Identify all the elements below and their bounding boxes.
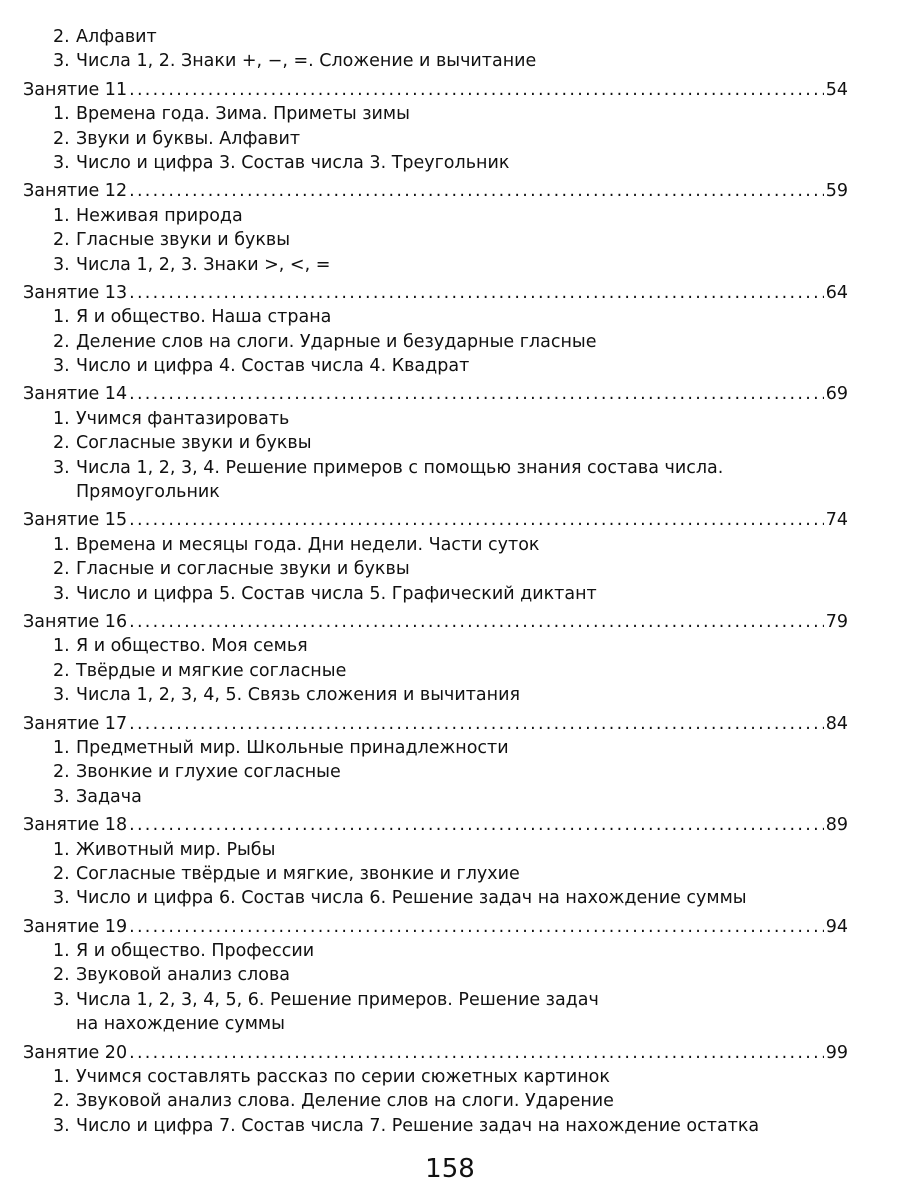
item-number: 1. bbox=[53, 408, 70, 429]
item-number: 3. bbox=[53, 254, 70, 275]
item-number: 1. bbox=[53, 1067, 70, 1088]
list-item bbox=[23, 407, 848, 431]
list-item bbox=[23, 49, 848, 73]
dot-leader bbox=[129, 1041, 824, 1065]
item-text: Звуки и буквы. Алфавит bbox=[76, 128, 301, 149]
item-number: 2. bbox=[53, 762, 70, 783]
list-item bbox=[23, 431, 848, 455]
item-number: 2. bbox=[53, 660, 70, 681]
item-text: Твёрдые и мягкие согласные bbox=[76, 660, 347, 681]
item-number: 2. bbox=[53, 965, 70, 986]
item-text: Звонкие и глухие согласные bbox=[76, 762, 341, 783]
list-item bbox=[23, 557, 848, 581]
list-item bbox=[23, 785, 848, 809]
dot-leader bbox=[129, 813, 824, 837]
list-item bbox=[23, 228, 848, 252]
list-item bbox=[23, 533, 848, 557]
item-number: 2. bbox=[53, 331, 70, 352]
lesson-page-number: 69 bbox=[825, 384, 848, 405]
lesson-page-number: 94 bbox=[825, 916, 848, 937]
lesson-page-number: 79 bbox=[825, 611, 848, 632]
list-item bbox=[23, 939, 848, 963]
list-item bbox=[23, 886, 848, 910]
list-item bbox=[23, 102, 848, 126]
dot-leader bbox=[129, 508, 824, 532]
item-number: 2. bbox=[53, 559, 70, 580]
item-text: Животный мир. Рыбы bbox=[76, 839, 276, 860]
dot-leader bbox=[129, 281, 824, 305]
item-text: Времена года. Зима. Приметы зимы bbox=[76, 104, 410, 125]
item-text: Гласные и согласные звуки и буквы bbox=[76, 559, 410, 580]
item-text-continuation: Прямоугольник bbox=[76, 482, 220, 503]
lesson-page-number: 64 bbox=[825, 282, 848, 303]
lesson-title: Занятие 16 bbox=[23, 611, 128, 632]
item-number: 1. bbox=[53, 941, 70, 962]
list-item bbox=[23, 988, 848, 1012]
lesson-heading[interactable] bbox=[23, 610, 848, 634]
item-number: 1. bbox=[53, 534, 70, 555]
list-item bbox=[23, 127, 848, 151]
dot-leader bbox=[129, 712, 824, 736]
lesson-title: Занятие 19 bbox=[23, 916, 128, 937]
dot-leader bbox=[129, 179, 824, 203]
list-item bbox=[23, 760, 848, 784]
lesson-heading[interactable] bbox=[23, 78, 848, 102]
item-text: Гласные звуки и буквы bbox=[76, 230, 291, 251]
list-item bbox=[23, 1065, 848, 1089]
list-item bbox=[23, 1114, 848, 1138]
item-number: 2. bbox=[53, 863, 70, 884]
lesson-heading[interactable] bbox=[23, 915, 848, 939]
lesson-title: Занятие 17 bbox=[23, 713, 128, 734]
item-number: 3. bbox=[53, 989, 70, 1010]
list-item bbox=[23, 1089, 848, 1113]
item-text: Число и цифра 6. Состав числа 6. Решение задач на нахождение суммы bbox=[76, 888, 747, 909]
dot-leader bbox=[129, 382, 824, 406]
item-text-continuation: на нахождение суммы bbox=[76, 1014, 285, 1035]
item-number: 1. bbox=[53, 636, 70, 657]
lesson-heading[interactable] bbox=[23, 281, 848, 305]
item-number: 3. bbox=[53, 152, 70, 173]
item-text: Предметный мир. Школьные принадлежности bbox=[76, 737, 509, 758]
item-number: 1. bbox=[53, 737, 70, 758]
lesson-title: Занятие 12 bbox=[23, 181, 128, 202]
item-number: 3. bbox=[53, 685, 70, 706]
lesson-title: Занятие 15 bbox=[23, 510, 128, 531]
item-text: Звуковой анализ слова. Деление слов на слоги. Ударение bbox=[76, 1091, 614, 1112]
item-text: Число и цифра 4. Состав числа 4. Квадрат bbox=[76, 356, 470, 377]
item-number: 3. bbox=[53, 583, 70, 604]
item-number: 1. bbox=[53, 205, 70, 226]
lesson-page-number: 59 bbox=[825, 181, 848, 202]
list-item bbox=[23, 305, 848, 329]
list-item bbox=[23, 582, 848, 606]
lesson-title: Занятие 20 bbox=[23, 1042, 128, 1063]
list-item bbox=[23, 736, 848, 760]
list-item bbox=[23, 253, 848, 277]
lesson-title: Занятие 13 bbox=[23, 282, 128, 303]
lesson-page-number: 99 bbox=[825, 1042, 848, 1063]
item-text: Деление слов на слоги. Ударные и безударные гласные bbox=[76, 331, 597, 352]
dot-leader bbox=[129, 610, 824, 634]
item-number: 2. bbox=[53, 230, 70, 251]
lesson-heading[interactable] bbox=[23, 712, 848, 736]
item-text: Неживая природа bbox=[76, 205, 243, 226]
item-text: Согласные звуки и буквы bbox=[76, 433, 312, 454]
list-item bbox=[23, 683, 848, 707]
lesson-title: Занятие 11 bbox=[23, 79, 128, 100]
item-number: 3. bbox=[53, 356, 70, 377]
lesson-heading[interactable] bbox=[23, 382, 848, 406]
list-item bbox=[23, 862, 848, 886]
dot-leader bbox=[129, 78, 824, 102]
item-number: 2. bbox=[53, 27, 70, 47]
item-text: Задача bbox=[76, 786, 142, 807]
item-text: Звуковой анализ слова bbox=[76, 965, 290, 986]
item-text: Учимся составлять рассказ по серии сюжетных картинок bbox=[76, 1067, 610, 1088]
list-item bbox=[23, 330, 848, 354]
item-number: 3. bbox=[53, 457, 70, 478]
list-item bbox=[23, 354, 848, 378]
item-text: Согласные твёрдые и мягкие, звонкие и глухие bbox=[76, 863, 520, 884]
lesson-page-number: 54 bbox=[825, 79, 848, 100]
item-number: 1. bbox=[53, 104, 70, 125]
item-number: 3. bbox=[53, 786, 70, 807]
item-text: Я и общество. Профессии bbox=[76, 941, 315, 962]
lesson-title: Занятие 18 bbox=[23, 815, 128, 836]
lesson-page-number: 74 bbox=[825, 510, 848, 531]
item-number: 2. bbox=[53, 433, 70, 454]
lesson-title: Занятие 14 bbox=[23, 384, 128, 405]
list-item bbox=[23, 456, 848, 480]
list-item bbox=[23, 838, 848, 862]
item-text: Числа 1, 2, 3, 4, 5. Связь сложения и вычитания bbox=[76, 685, 520, 706]
lesson-heading[interactable] bbox=[23, 179, 848, 203]
item-number: 3. bbox=[53, 1115, 70, 1136]
list-item bbox=[23, 634, 848, 658]
item-number: 3. bbox=[53, 888, 70, 909]
item-number: 1. bbox=[53, 307, 70, 328]
item-text: Я и общество. Наша страна bbox=[76, 307, 332, 328]
table-of-contents bbox=[23, 25, 848, 1138]
lesson-page-number: 84 bbox=[825, 713, 848, 734]
lesson-page-number: 89 bbox=[825, 815, 848, 836]
list-item bbox=[23, 151, 848, 175]
item-text: Число и цифра 3. Состав числа 3. Треугольник bbox=[76, 152, 510, 173]
item-number: 3. bbox=[53, 51, 70, 72]
item-text: Времена и месяцы года. Дни недели. Части суток bbox=[76, 534, 540, 555]
item-text: Число и цифра 7. Состав числа 7. Решение задач на нахождение остатка bbox=[76, 1115, 760, 1136]
item-text: Числа 1, 2. Знаки +, −, =. Сложение и вычитание bbox=[76, 51, 537, 72]
lesson-heading[interactable] bbox=[23, 1041, 848, 1065]
item-text: Числа 1, 2, 3, 4, 5, 6. Решение примеров. Решение задач bbox=[76, 989, 599, 1010]
list-item bbox=[23, 25, 848, 49]
list-item bbox=[23, 659, 848, 683]
item-number: 2. bbox=[53, 128, 70, 149]
lesson-heading[interactable] bbox=[23, 813, 848, 837]
item-text: Числа 1, 2, 3, 4. Решение примеров с помощью знания состава числа. bbox=[76, 457, 724, 478]
list-item bbox=[23, 204, 848, 228]
page-number: 158 bbox=[425, 1154, 475, 1184]
item-number: 1. bbox=[53, 839, 70, 860]
item-text: Число и цифра 5. Состав числа 5. Графический диктант bbox=[76, 583, 597, 604]
list-item bbox=[23, 963, 848, 987]
item-text: Числа 1, 2, 3. Знаки >, <, = bbox=[76, 254, 331, 275]
item-number: 2. bbox=[53, 1091, 70, 1112]
item-text: Учимся фантазировать bbox=[76, 408, 290, 429]
item-text: Я и общество. Моя семья bbox=[76, 636, 308, 657]
lesson-heading[interactable] bbox=[23, 508, 848, 532]
item-text: Алфавит bbox=[76, 27, 157, 47]
dot-leader bbox=[129, 915, 824, 939]
